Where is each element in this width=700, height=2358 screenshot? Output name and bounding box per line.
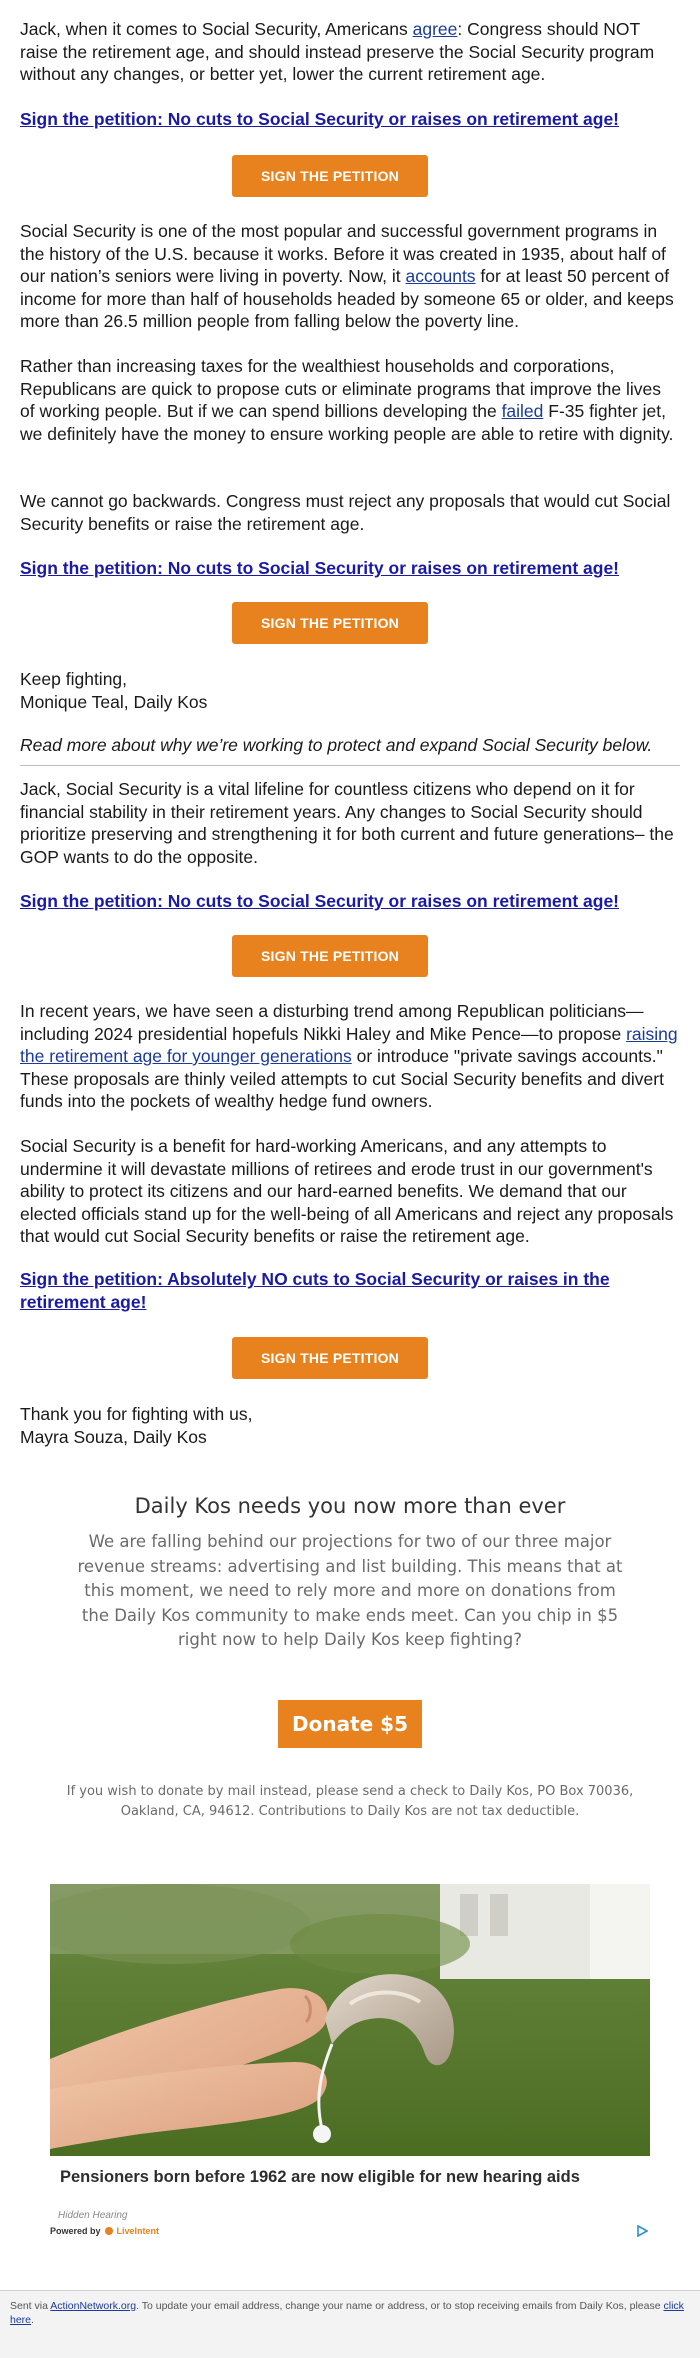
signoff-name: Mayra Souza, Daily Kos xyxy=(20,1426,207,1447)
disturbing-trend-paragraph xyxy=(20,1000,680,1113)
trend-text-tail: or introduce "private savings accounts." These proposals are thinly veiled attempts to cut Social Security benefits and divert funds into the pockets of wealthy hedge fund owners. xyxy=(20,1046,664,1111)
footer-text xyxy=(10,2299,690,2327)
benefit-paragraph: Social Security is a benefit for hard-working Americans, and any attempts to undermine it will devastate millions of retirees and erode trust in our government's ability to protect its citizens and our hard-earned benefits. We demand that our elected officials stand up for the well-being of all Americans and reject any proposals that would cut Social Security benefits or raise the retirement age. xyxy=(20,1136,674,1246)
trend-text: In recent years, we have seen a disturbing trend among Republican politicians—including 2024 presidential hopefuls Nikki Haley and Mike Pence—to propose xyxy=(20,1001,644,1044)
signoff-line: Thank you for fighting with us, xyxy=(20,1404,253,1424)
petition-link[interactable]: Sign the petition: No cuts to Social Security or raises on retirement age! xyxy=(20,891,620,911)
actionnetwork-link[interactable]: ActionNetwork.org xyxy=(50,2300,137,2312)
signoff xyxy=(20,1403,680,1448)
unsubscribe-link[interactable]: click here xyxy=(10,2300,684,2326)
signoff-name: Monique Teal, Daily Kos xyxy=(20,691,208,712)
failed-link[interactable]: failed xyxy=(501,401,544,421)
petition-link[interactable]: Sign the petition: Absolutely NO cuts to Social Security or raises in the retirement age! xyxy=(20,1269,610,1312)
ad-headline[interactable]: Pensioners born before 1962 are now eligible for new hearing aids xyxy=(60,2168,580,2186)
taxes-text: Rather than increasing taxes for the wealthiest households and corporations, Republicans are quick to propose cuts or eliminate programs that improve the lives of working people. But if we can spend billions developing the xyxy=(20,356,662,421)
taxes-text-tail: F-35 fighter jet, we definitely have the money to ensure working people are able to retire with dignity. xyxy=(20,401,674,444)
popular-program-paragraph xyxy=(20,220,680,333)
ad-image[interactable] xyxy=(50,1884,650,2156)
ad-sponsor: Hidden Hearing xyxy=(58,2210,128,2221)
footer-text-part: . To update your email address, change your name or address, or to stop receiving emails from Daily Kos, please xyxy=(136,2300,664,2312)
read-more-note: Read more about why we’re working to protect and expand Social Security below. xyxy=(20,735,653,755)
hearing-aid-photo xyxy=(50,1884,650,2156)
divider xyxy=(20,765,680,766)
mail-donation-note: If you wish to donate by mail instead, please send a check to Daily Kos, PO Box 70036, Oakland, CA, 94612. Contributions to Daily Kos are not tax deductible. xyxy=(66,1784,634,1819)
sign-petition-button[interactable]: SIGN THE PETITION xyxy=(232,935,428,977)
sign-petition-button[interactable]: SIGN THE PETITION xyxy=(232,602,428,644)
footer xyxy=(0,2290,700,2358)
agree-link[interactable]: agree xyxy=(412,19,458,39)
footer-text-part: Sent via xyxy=(10,2300,51,2312)
sign-petition-button[interactable]: SIGN THE PETITION xyxy=(232,1337,428,1379)
powered-by-label: Powered by xyxy=(50,2226,101,2236)
powered-by xyxy=(50,2226,159,2236)
petition-link[interactable]: Sign the petition: No cuts to Social Security or raises on retirement age! xyxy=(20,109,620,129)
accounts-link[interactable]: accounts xyxy=(405,266,476,286)
ad-choices-icon[interactable] xyxy=(636,2224,648,2242)
signoff xyxy=(20,668,680,713)
footer-text-part: . xyxy=(31,2314,34,2326)
donate-appeal-text: We are falling behind our projections for two of our three major revenue streams: advertising and list building. This means that at this moment, we need to rely more and more on donations from the Daily Kos community to make ends meet. Can you chip in $5 right now to help Daily Kos keep fighting? xyxy=(77,1532,623,1649)
liveintent-logo-icon xyxy=(105,2227,113,2235)
petition-link[interactable]: Sign the petition: No cuts to Social Security or raises on retirement age! xyxy=(20,558,620,578)
retirement-age-link[interactable]: raising the retirement age for younger generations xyxy=(20,1023,678,1066)
popular-text: Social Security is one of the most popular and successful government programs in the history of the U.S. because it works. Before it was created in 1935, about half of our nation’s seniors were living in poverty. Now, it xyxy=(20,221,666,286)
liveintent-brand: LiveIntent xyxy=(116,2226,160,2236)
taxes-paragraph xyxy=(20,355,680,445)
lifeline-paragraph: Jack, Social Security is a vital lifeline for countless citizens who depend on it for financial stability in their retirement years. Any changes to Social Security should prioritize preserving and strengthening it for both current and future generations– the GOP wants to do the opposite. xyxy=(20,779,674,867)
popular-text-tail: for at least 50 percent of income for more than half of households headed by someone 65 or older, and keeps more than 26.5 million people from falling below the poverty line. xyxy=(20,266,674,331)
cannot-go-backwards-paragraph: We cannot go backwards. Congress must reject any proposals that would cut Social Security benefits or raise the retirement age. xyxy=(20,491,671,534)
intro-text: Jack, when it comes to Social Security, Americans xyxy=(20,19,413,39)
signoff-line: Keep fighting, xyxy=(20,669,128,689)
intro-text-tail: : Congress should NOT raise the retirement age, and should instead preserve the Social Security program without any changes, or better yet, lower the current retirement age. xyxy=(20,19,655,84)
sign-petition-button[interactable]: SIGN THE PETITION xyxy=(232,155,428,197)
intro-paragraph xyxy=(20,18,680,86)
donate-heading: Daily Kos needs you now more than ever xyxy=(134,1494,566,1518)
donate-button[interactable]: Donate $5 xyxy=(278,1700,422,1748)
